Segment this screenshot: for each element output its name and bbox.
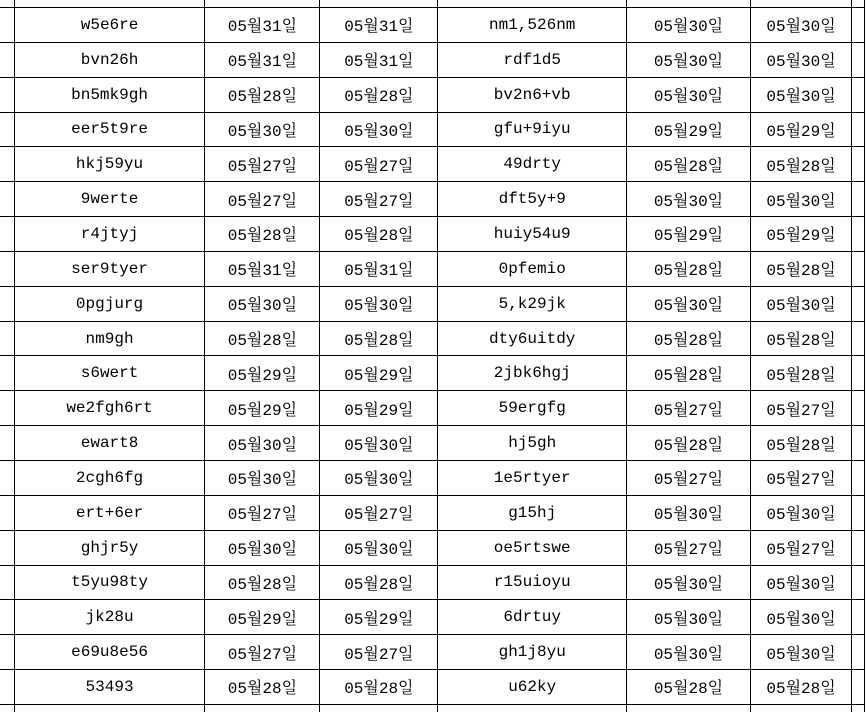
date-col2-cell[interactable]: 05월28일 (320, 565, 438, 600)
date-col1-cell[interactable]: 05월30일 (627, 42, 751, 77)
date-col1-cell[interactable]: 05월30일 (627, 8, 751, 43)
item-code-cell[interactable]: 1e5rtyer (438, 460, 627, 495)
item-code-cell[interactable]: 2jbk6hgj (438, 356, 627, 391)
item-code-cell[interactable]: ert+6er (14, 495, 205, 530)
clipped-cell (852, 321, 865, 356)
clipped-cell (852, 495, 865, 530)
date-col2-cell[interactable]: 05월28일 (750, 426, 851, 461)
date-col2-cell[interactable]: 05월30일 (750, 286, 851, 321)
item-code-cell[interactable]: 53493 (14, 670, 205, 705)
clipped-cell (750, 704, 851, 712)
clipped-cell (0, 391, 14, 426)
item-code-cell[interactable]: ser9tyer (14, 251, 205, 286)
table-row (0, 251, 865, 286)
clipped-cell (14, 0, 205, 8)
date-col2-cell[interactable]: 05월31일 (320, 42, 438, 77)
table-row (0, 460, 865, 495)
clipped-cell (0, 251, 14, 286)
date-col1-cell[interactable]: 05월31일 (205, 8, 320, 43)
item-code-cell[interactable]: ewart8 (14, 426, 205, 461)
clipped-cell (0, 495, 14, 530)
item-code-cell[interactable]: 6drtuy (438, 600, 627, 635)
date-col1-cell[interactable]: 05월28일 (627, 670, 751, 705)
date-col1-cell[interactable]: 05월30일 (627, 600, 751, 635)
clipped-cell (438, 0, 627, 8)
table-row (0, 565, 865, 600)
date-col1-cell[interactable]: 05월30일 (205, 286, 320, 321)
table-row (0, 77, 865, 112)
table-row (0, 426, 865, 461)
clipped-cell (852, 426, 865, 461)
clipped-cell (0, 565, 14, 600)
date-col2-cell[interactable]: 05월28일 (750, 356, 851, 391)
table-row (0, 217, 865, 252)
item-code-cell[interactable]: nm1,526nm (438, 8, 627, 43)
table-row (0, 356, 865, 391)
clipped-cell (852, 635, 865, 670)
date-col1-cell[interactable]: 05월28일 (205, 77, 320, 112)
date-col1-cell[interactable]: 05월30일 (205, 112, 320, 147)
clipped-cell (750, 0, 851, 8)
date-col2-cell[interactable]: 05월28일 (750, 251, 851, 286)
item-code-cell[interactable]: u62ky (438, 670, 627, 705)
table-row (0, 147, 865, 182)
clipped-cell (852, 460, 865, 495)
date-col1-cell[interactable]: 05월28일 (627, 147, 751, 182)
item-code-cell[interactable]: ghjr5y (14, 530, 205, 565)
item-code-cell[interactable]: r15uioyu (438, 565, 627, 600)
item-code-cell[interactable]: huiy54u9 (438, 217, 627, 252)
date-col2-cell[interactable]: 05월28일 (320, 670, 438, 705)
date-col2-cell[interactable]: 05월31일 (320, 8, 438, 43)
date-col1-cell[interactable]: 05월30일 (205, 530, 320, 565)
date-col2-cell[interactable]: 05월30일 (750, 600, 851, 635)
clipped-cell (320, 0, 438, 8)
date-col1-cell[interactable]: 05월27일 (205, 495, 320, 530)
table-row (0, 42, 865, 77)
date-col1-cell[interactable]: 05월28일 (205, 217, 320, 252)
date-col2-cell[interactable]: 05월28일 (750, 321, 851, 356)
date-col1-cell[interactable]: 05월29일 (627, 112, 751, 147)
date-col1-cell[interactable]: 05월27일 (627, 460, 751, 495)
clipped-cell (852, 251, 865, 286)
table-row (0, 670, 865, 705)
item-code-cell[interactable]: g15hj (438, 495, 627, 530)
date-col2-cell[interactable]: 05월27일 (320, 147, 438, 182)
item-code-cell[interactable]: e69u8e56 (14, 635, 205, 670)
item-code-cell[interactable]: we2fgh6rt (14, 391, 205, 426)
clipped-cell (205, 704, 320, 712)
date-col1-cell[interactable]: 05월27일 (205, 635, 320, 670)
date-col1-cell[interactable]: 05월30일 (627, 77, 751, 112)
date-col2-cell[interactable]: 05월27일 (750, 460, 851, 495)
date-col2-cell[interactable]: 05월30일 (750, 565, 851, 600)
date-col1-cell[interactable]: 05월28일 (205, 565, 320, 600)
clipped-cell (0, 321, 14, 356)
item-code-cell[interactable]: gfu+9iyu (438, 112, 627, 147)
date-col2-cell[interactable]: 05월28일 (750, 670, 851, 705)
item-code-cell[interactable]: rdf1d5 (438, 42, 627, 77)
date-col1-cell[interactable]: 05월28일 (627, 426, 751, 461)
date-col1-cell[interactable]: 05월28일 (627, 321, 751, 356)
date-col2-cell[interactable]: 05월31일 (320, 251, 438, 286)
table-row (0, 8, 865, 43)
clipped-row-bottom (0, 704, 865, 712)
item-code-cell[interactable]: 59ergfg (438, 391, 627, 426)
item-code-cell[interactable]: 0pfemio (438, 251, 627, 286)
date-col2-cell[interactable]: 05월30일 (750, 42, 851, 77)
item-code-cell[interactable]: t5yu98ty (14, 565, 205, 600)
date-col1-cell[interactable]: 05월30일 (205, 426, 320, 461)
item-code-cell[interactable]: 0pgjurg (14, 286, 205, 321)
clipped-cell (0, 426, 14, 461)
date-col2-cell[interactable]: 05월27일 (320, 635, 438, 670)
date-col2-cell[interactable]: 05월28일 (320, 77, 438, 112)
date-col1-cell[interactable]: 05월28일 (627, 356, 751, 391)
date-col2-cell[interactable]: 05월29일 (750, 217, 851, 252)
clipped-cell (0, 77, 14, 112)
date-col2-cell[interactable]: 05월30일 (750, 77, 851, 112)
table-row (0, 635, 865, 670)
date-col2-cell[interactable]: 05월27일 (750, 530, 851, 565)
date-col1-cell[interactable]: 05월29일 (205, 356, 320, 391)
item-code-cell[interactable]: bn5mk9gh (14, 77, 205, 112)
clipped-cell (852, 42, 865, 77)
clipped-cell (852, 704, 865, 712)
date-col1-cell[interactable]: 05월30일 (627, 495, 751, 530)
date-col1-cell[interactable]: 05월27일 (627, 391, 751, 426)
clipped-cell (852, 286, 865, 321)
clipped-cell (852, 112, 865, 147)
date-col1-cell[interactable]: 05월31일 (205, 42, 320, 77)
item-code-cell[interactable]: 5,k29jk (438, 286, 627, 321)
clipped-cell (0, 42, 14, 77)
item-code-cell[interactable]: r4jtyj (14, 217, 205, 252)
clipped-cell (852, 147, 865, 182)
date-col2-cell[interactable]: 05월30일 (750, 8, 851, 43)
date-col2-cell[interactable]: 05월28일 (320, 217, 438, 252)
clipped-cell (205, 0, 320, 8)
clipped-cell (320, 704, 438, 712)
clipped-cell (0, 600, 14, 635)
date-col2-cell[interactable]: 05월29일 (320, 391, 438, 426)
clipped-cell (852, 391, 865, 426)
item-code-cell[interactable]: oe5rtswe (438, 530, 627, 565)
date-col2-cell[interactable]: 05월29일 (320, 356, 438, 391)
date-col1-cell[interactable]: 05월29일 (627, 217, 751, 252)
date-col2-cell[interactable]: 05월30일 (320, 530, 438, 565)
date-col2-cell[interactable]: 05월30일 (750, 635, 851, 670)
clipped-cell (0, 182, 14, 217)
date-col2-cell[interactable]: 05월27일 (320, 495, 438, 530)
clipped-cell (852, 600, 865, 635)
item-code-cell[interactable]: eer5t9re (14, 112, 205, 147)
clipped-cell (0, 0, 14, 8)
date-col1-cell[interactable]: 05월28일 (205, 321, 320, 356)
date-col2-cell[interactable]: 05월29일 (750, 112, 851, 147)
clipped-cell (14, 704, 205, 712)
clipped-cell (0, 460, 14, 495)
clipped-cell (852, 182, 865, 217)
date-col2-cell[interactable]: 05월27일 (750, 391, 851, 426)
item-code-cell[interactable]: 9werte (14, 182, 205, 217)
table-row (0, 112, 865, 147)
item-code-cell[interactable]: dft5y+9 (438, 182, 627, 217)
date-col1-cell[interactable]: 05월30일 (627, 635, 751, 670)
date-col1-cell[interactable]: 05월27일 (205, 147, 320, 182)
clipped-cell (0, 670, 14, 705)
table-row (0, 495, 865, 530)
item-code-cell[interactable]: hj5gh (438, 426, 627, 461)
date-col1-cell[interactable]: 05월30일 (627, 565, 751, 600)
item-code-cell[interactable]: jk28u (14, 600, 205, 635)
date-col2-cell[interactable]: 05월29일 (320, 600, 438, 635)
item-code-cell[interactable]: nm9gh (14, 321, 205, 356)
clipped-cell (0, 217, 14, 252)
date-col1-cell[interactable]: 05월30일 (627, 286, 751, 321)
date-col2-cell[interactable]: 05월30일 (320, 286, 438, 321)
item-code-cell[interactable]: 2cgh6fg (14, 460, 205, 495)
clipped-cell (627, 704, 751, 712)
date-col1-cell[interactable]: 05월29일 (205, 391, 320, 426)
clipped-cell (0, 530, 14, 565)
date-col1-cell[interactable]: 05월31일 (205, 251, 320, 286)
clipped-cell (0, 112, 14, 147)
clipped-cell (438, 704, 627, 712)
clipped-cell (0, 8, 14, 43)
clipped-cell (852, 530, 865, 565)
clipped-cell (852, 8, 865, 43)
item-code-cell[interactable]: s6wert (14, 356, 205, 391)
clipped-cell (852, 217, 865, 252)
item-code-cell[interactable]: bv2n6+vb (438, 77, 627, 112)
date-col2-cell[interactable]: 05월30일 (320, 112, 438, 147)
table-row (0, 182, 865, 217)
clipped-cell (852, 670, 865, 705)
clipped-cell (852, 77, 865, 112)
date-col2-cell[interactable]: 05월30일 (320, 426, 438, 461)
item-code-cell[interactable]: gh1j8yu (438, 635, 627, 670)
clipped-row-top (0, 0, 865, 8)
date-col1-cell[interactable]: 05월28일 (627, 251, 751, 286)
item-code-cell[interactable]: bvn26h (14, 42, 205, 77)
table-row (0, 600, 865, 635)
item-code-cell[interactable]: 49drty (438, 147, 627, 182)
clipped-cell (0, 147, 14, 182)
date-col1-cell[interactable]: 05월29일 (205, 600, 320, 635)
clipped-cell (0, 356, 14, 391)
item-code-cell[interactable]: hkj59yu (14, 147, 205, 182)
item-code-cell[interactable]: w5e6re (14, 8, 205, 43)
clipped-cell (0, 286, 14, 321)
date-col2-cell[interactable]: 05월28일 (320, 321, 438, 356)
table-row (0, 321, 865, 356)
table-row (0, 530, 865, 565)
date-col1-cell[interactable]: 05월30일 (627, 182, 751, 217)
table-row (0, 391, 865, 426)
clipped-cell (852, 356, 865, 391)
date-col2-cell[interactable]: 05월30일 (750, 182, 851, 217)
date-col1-cell[interactable]: 05월30일 (205, 460, 320, 495)
clipped-cell (0, 635, 14, 670)
date-col1-cell[interactable]: 05월27일 (627, 530, 751, 565)
item-code-cell[interactable]: dty6uitdy (438, 321, 627, 356)
date-col1-cell[interactable]: 05월27일 (205, 182, 320, 217)
date-col2-cell[interactable]: 05월28일 (750, 147, 851, 182)
table-row (0, 286, 865, 321)
date-col1-cell[interactable]: 05월28일 (205, 670, 320, 705)
clipped-cell (627, 0, 751, 8)
date-col2-cell[interactable]: 05월30일 (320, 460, 438, 495)
date-col2-cell[interactable]: 05월27일 (320, 182, 438, 217)
clipped-cell (0, 704, 14, 712)
date-col2-cell[interactable]: 05월30일 (750, 495, 851, 530)
clipped-cell (852, 565, 865, 600)
clipped-cell (852, 0, 865, 8)
